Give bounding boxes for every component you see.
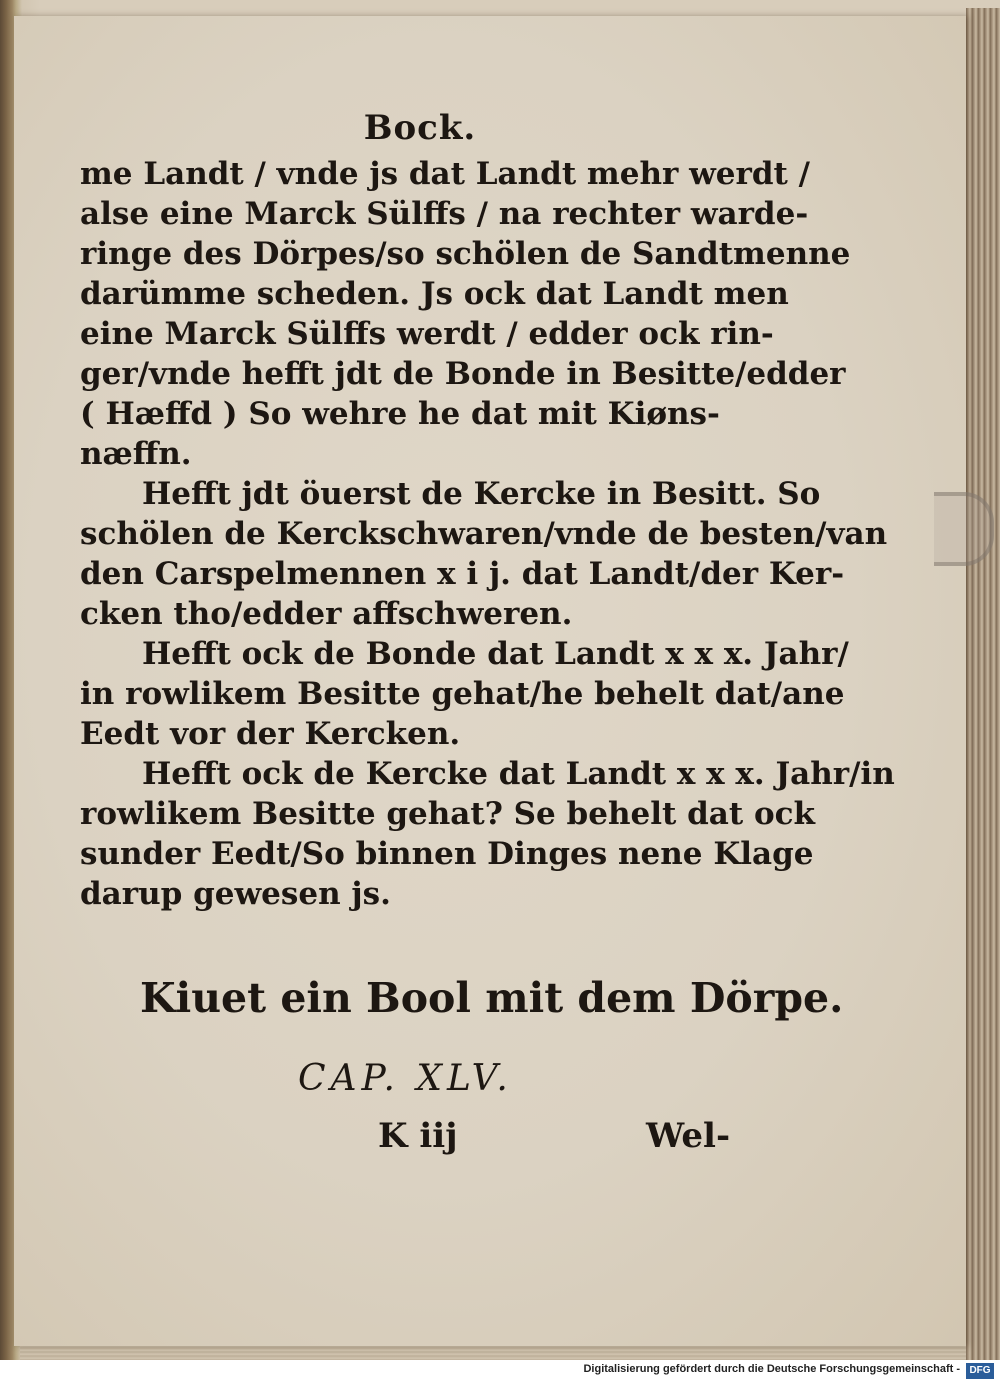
text-line: cken tho/edder affschweren.: [80, 596, 573, 632]
text-line: eine Marck Sülffs werdt / edder ock rin-: [80, 316, 774, 352]
text-line: schölen de Kerckschwaren/vnde de besten/van: [80, 516, 888, 552]
page-clip: [934, 492, 994, 566]
text-line: rowlikem Besitte gehat? Se behelt dat ock: [80, 796, 816, 832]
footer-credit: Digitalisierung gefördert durch die Deutsche Forschungsgemeinschaft -: [583, 1363, 960, 1375]
text-line: me Landt / vnde js dat Landt mehr werdt /: [80, 156, 810, 192]
signature-mark: K iij: [378, 1116, 458, 1156]
text-line: ( Hæffd ) So wehre he dat mit Kiøns-: [80, 396, 720, 432]
dfg-logo-icon: DFG: [966, 1363, 994, 1379]
text-line: næffn.: [80, 436, 192, 472]
running-head: Bock.: [363, 108, 477, 148]
text-line: Hefft ock de Kercke dat Landt x x x. Jahr/in: [142, 756, 895, 792]
text-line: den Carspelmennen x i j. dat Landt/der Ker-: [80, 556, 845, 592]
text-line: Hefft ock de Bonde dat Landt x x x. Jahr/: [142, 636, 849, 672]
text-line: sunder Eedt/So binnen Dinges nene Klage: [80, 836, 814, 872]
text-line: ger/vnde hefft jdt de Bonde in Besitte/edder: [80, 356, 846, 392]
catchword: Wel-: [646, 1116, 731, 1156]
section-heading: Kiuet ein Bool mit dem Dörpe.: [140, 974, 844, 1022]
text-line: in rowlikem Besitte gehat/he behelt dat/ane: [80, 676, 845, 712]
chapter-number: CAP. XLV.: [298, 1058, 513, 1099]
text-line: darup gewesen js.: [80, 876, 391, 912]
body-text: [80, 154, 895, 914]
text-line: Hefft jdt öuerst de Kercke in Besitt. So: [142, 476, 821, 512]
text-line: darümme scheden. Js ock dat Landt men: [80, 276, 789, 312]
text-line: ringe des Dörpes/so schölen de Sandtmenne: [80, 236, 851, 272]
footer-bar: [0, 1360, 1000, 1383]
text-line: alse eine Marck Sülffs / na rechter warde-: [80, 196, 809, 232]
page-stack-edge: [966, 8, 1000, 1360]
text-line: Eedt vor der Kercken.: [80, 716, 461, 752]
